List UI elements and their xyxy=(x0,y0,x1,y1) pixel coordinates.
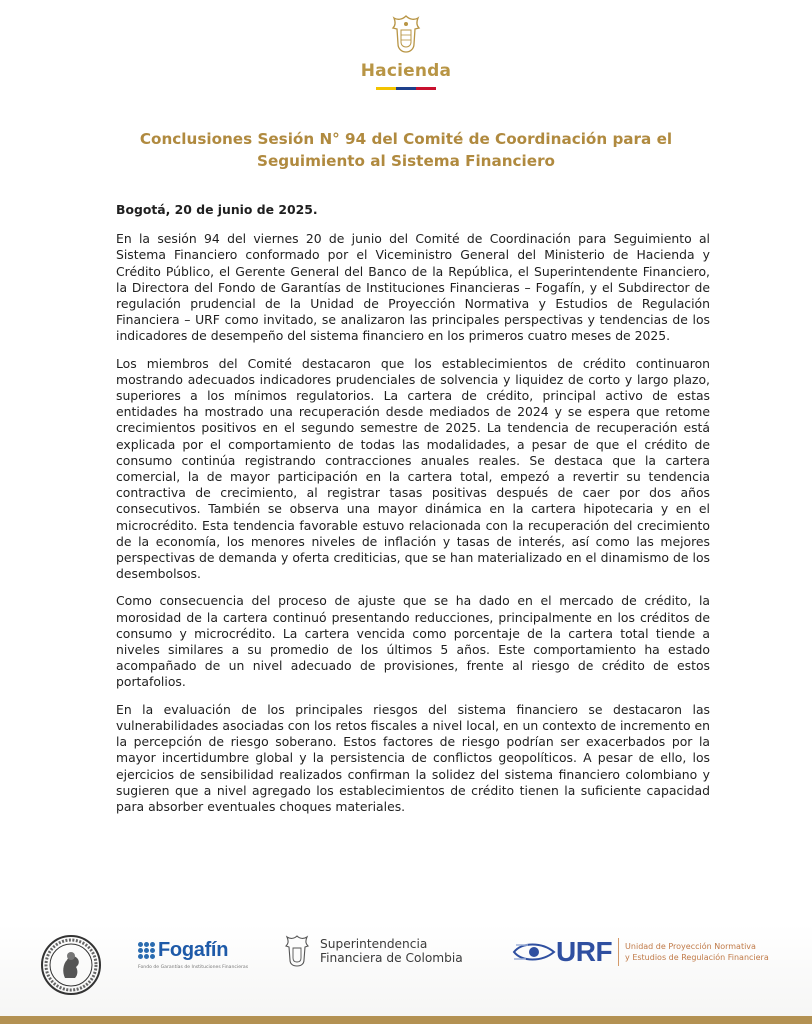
urf-subtitle-1: Unidad de Proyección Normativa xyxy=(625,942,756,951)
flag-blue xyxy=(396,87,416,90)
fogafin-logo xyxy=(138,939,258,970)
urf-subtitle-2: y Estudios de Regulación Financiera xyxy=(625,953,769,962)
superintendencia-logo xyxy=(282,934,492,968)
dateline: Bogotá, 20 de junio de 2025. xyxy=(116,202,318,217)
footer-gold-bar xyxy=(0,1016,812,1024)
urf-name: URF xyxy=(556,936,613,967)
coat-of-arms-icon xyxy=(389,14,423,54)
title-line-1: Conclusiones Sesión N° 94 del Comité de Coordinación para el xyxy=(139,130,673,148)
paragraph-4: En la evaluación de los principales riesgos del sistema financiero se destacaron las vulnerabilidades asociadas con los retos fiscales a nivel local, en un contexto de incremento en la percepción de riesgo soberano. Estos factores de riesgo podrían ser exacerbados por la mayor incertidumbre global y la persistencia de conflictos geopolíticos. A pesar de ello, los ejercicios de sensibilidad realizados confirman la solidez del sistema financiero colombiano y sugieren que a nivel agregado los establecimientos de crédito tienen la suficiente capacidad para absorber eventuales choques materiales. xyxy=(116,701,710,814)
page-header xyxy=(0,14,812,90)
banco-de-la-republica-seal-icon xyxy=(40,934,102,996)
sfc-line-1: Superintendencia xyxy=(320,936,428,951)
flag-red xyxy=(416,87,436,90)
flag-stripe xyxy=(376,87,436,90)
flag-yellow xyxy=(376,87,396,90)
brand-name: Hacienda xyxy=(360,61,452,81)
page-title xyxy=(80,128,732,172)
fogafin-dots-icon xyxy=(138,942,155,959)
urf-eye-icon xyxy=(512,939,556,965)
urf-divider xyxy=(618,938,619,966)
sfc-line-2: Financiera de Colombia xyxy=(320,951,463,965)
urf-logo xyxy=(512,936,802,968)
paragraph-2: Los miembros del Comité destacaron que los establecimientos de crédito continuaron mostrando adecuados indicadores prudenciales de solvencia y liquidez de corto y largo plazo, superiores a los mínimos regulatorios. La cartera de crédito, principal activo de estas entidades ha mostrado una recuperación desde mediados de 2024 y se espera que retome crecimientos positivos en el segundo semestre de 2025. La tendencia de recuperación está explicada por el comportamiento de todas las modalidades, a pesar de que el crédito de consumo continúa registrando contracciones anuales reales. Se destaca que la cartera comercial, la de mayor participación en la cartera total, empezó a revertir su tendencia contractiva de crecimiento, al registrar tasas positivas después de caer por dos años consecutivos. También se observa una mayor dinámica en la cartera hipotecaria y en el microcrédito. Esta tendencia favorable estuvo relacionada con la recuperación del crecimiento de la economía, los menores niveles de inflación y tasas de interés, así como las mejores perspectivas de demanda y oferta crediticias, que se han materializado en el dinamismo de los desembolsos. xyxy=(116,355,710,582)
fogafin-subtitle: Fondo de Garantías de Instituciones Financieras xyxy=(138,965,249,970)
footer-logos xyxy=(0,924,812,1024)
body-content xyxy=(116,202,710,826)
coat-of-arms-icon xyxy=(282,934,312,968)
paragraph-1: En la sesión 94 del viernes 20 de junio del Comité de Coordinación para Seguimiento al Sistema Financiero conformado por el Viceministro General del Ministerio de Hacienda y Crédito Público, el Gerente General del Banco de la República, el Superintendente Financiero, la Directora del Fondo de Garantías de Instituciones Financieras – Fogafín, y el Subdirector de regulación prudencial de la Unidad de Proyección Normativa y Estudios de Regulación Financiera – URF como invitado, se analizaron las principales perspectivas y tendencias de los indicadores de desempeño del sistema financiero en los primeros cuatro meses de 2025. xyxy=(116,231,710,344)
title-line-2: Seguimiento al Sistema Financiero xyxy=(257,152,555,170)
fogafin-name: Fogafín xyxy=(158,939,229,961)
paragraph-3: Como consecuencia del proceso de ajuste que se ha dado en el mercado de crédito, la morosidad de la cartera continuó presentando reducciones, principalmente en los créditos de consumo y microcrédito. La cartera vencida como porcentaje de la cartera total tiende a niveles similares a su promedio de los últimos 5 años. Este comportamiento ha estado acompañado de un nivel adecuado de provisiones, frente al riesgo de crédito de estos portafolios. xyxy=(116,593,710,690)
